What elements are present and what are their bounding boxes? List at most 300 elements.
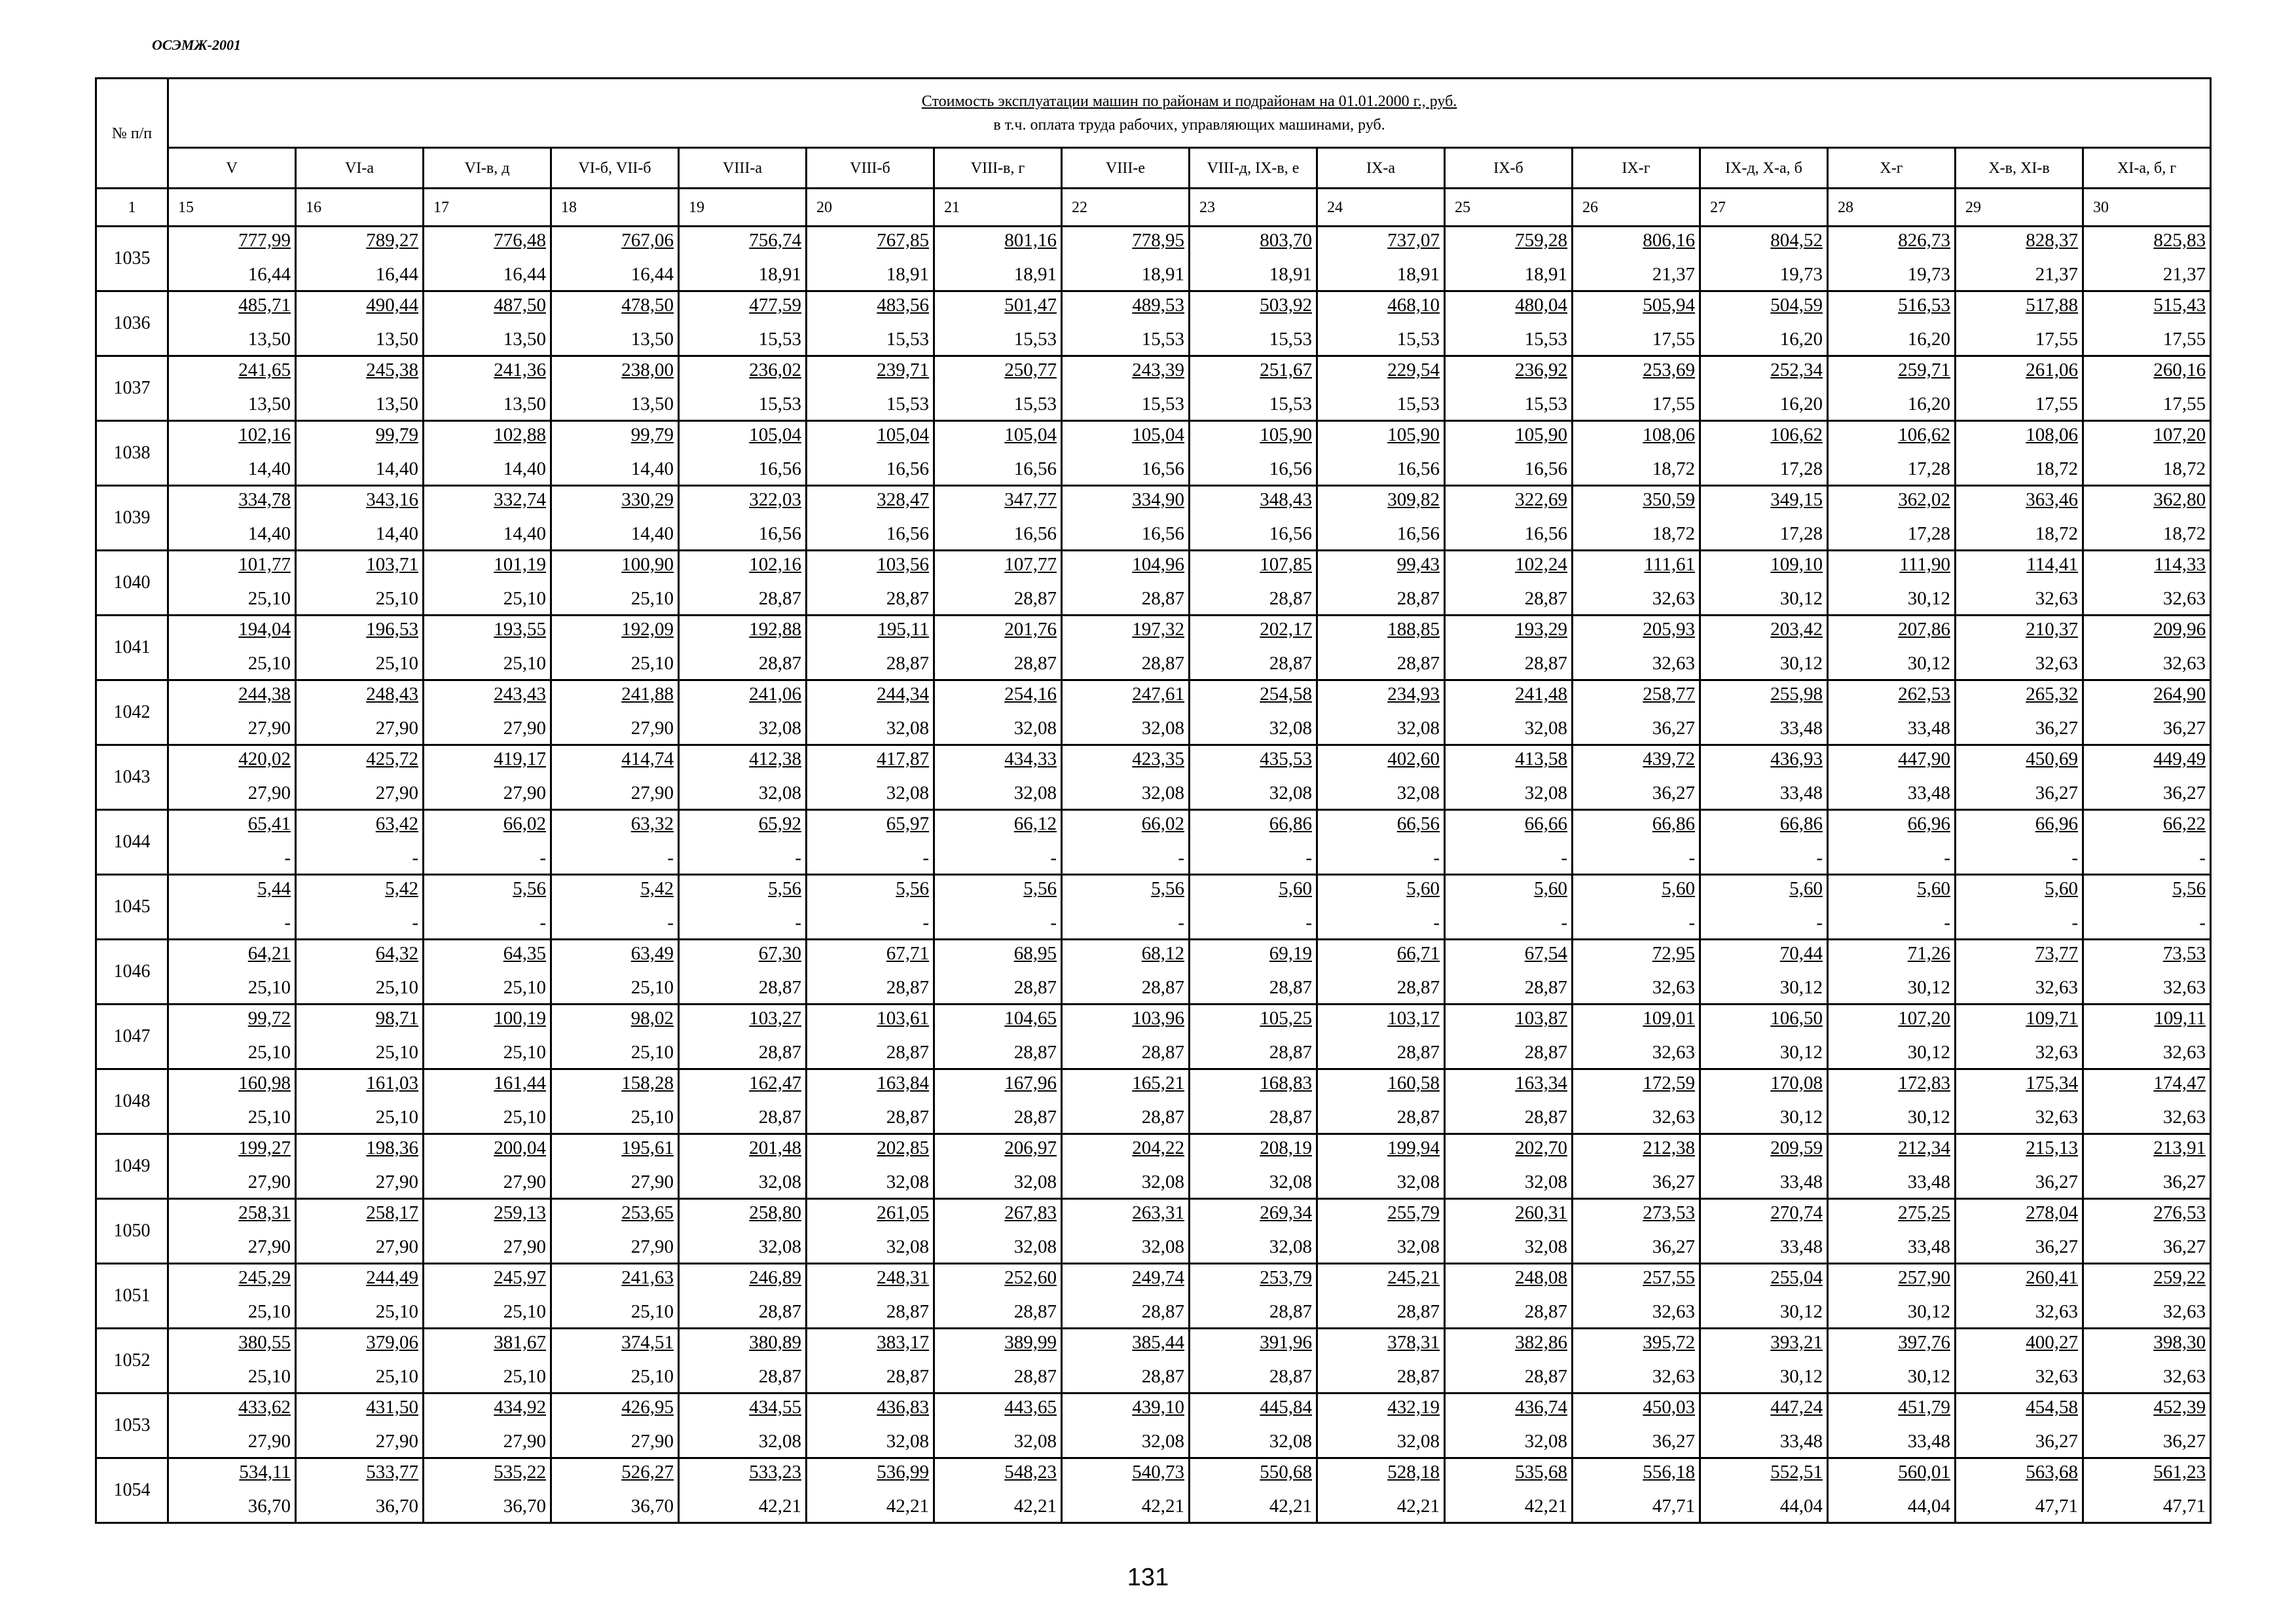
operating-cost-value: 257,90 bbox=[1898, 1267, 1950, 1288]
operating-cost-value: 5,56 bbox=[1151, 878, 1184, 899]
value-cell bbox=[807, 291, 934, 356]
operator-wage-value: 42,21 bbox=[1269, 1496, 1312, 1517]
operating-cost-value: 253,65 bbox=[621, 1202, 674, 1223]
operating-cost-value: 68,95 bbox=[1013, 943, 1057, 964]
operator-wage-value: - bbox=[2071, 847, 2078, 868]
operating-cost-value: 393,21 bbox=[1770, 1332, 1823, 1353]
value-cell bbox=[424, 810, 551, 875]
operator-wage-value: - bbox=[2071, 912, 2078, 933]
value-cell bbox=[2083, 227, 2211, 291]
value-cell bbox=[1956, 616, 2083, 680]
operator-wage-value: 18,72 bbox=[2162, 458, 2206, 479]
region-header-cell: VIII-а bbox=[679, 148, 807, 189]
operating-cost-value: 73,77 bbox=[2035, 943, 2078, 964]
value-cell bbox=[424, 1458, 551, 1523]
value-cell bbox=[168, 486, 296, 551]
table-row bbox=[96, 1264, 2211, 1329]
operator-wage-value: 36,27 bbox=[2162, 1172, 2206, 1192]
operating-cost-value: 439,72 bbox=[1643, 748, 1695, 769]
operator-wage-value: 32,08 bbox=[1013, 1172, 1057, 1192]
table-title-main: Стоимость эксплуатации машин по районам и подрайонам на 01.01.2000 г., руб. bbox=[921, 92, 1457, 110]
operating-cost-value: 759,28 bbox=[1515, 230, 1567, 251]
value-cell bbox=[551, 1069, 679, 1134]
row-number: 1053 bbox=[96, 1393, 168, 1458]
value-cell bbox=[1573, 616, 1700, 680]
operating-cost-value: 253,79 bbox=[1260, 1267, 1312, 1288]
operating-cost-value: 71,26 bbox=[1907, 943, 1950, 964]
value-cell bbox=[2083, 1199, 2211, 1264]
value-cell bbox=[1828, 1329, 1956, 1393]
value-cell bbox=[168, 291, 296, 356]
operator-wage-value: 18,91 bbox=[1396, 264, 1440, 285]
operator-wage-value: - bbox=[1050, 912, 1057, 933]
value-cell bbox=[1190, 616, 1317, 680]
operating-cost-value: 243,43 bbox=[494, 684, 546, 705]
row-number: 1045 bbox=[96, 875, 168, 940]
operator-wage-value: 27,90 bbox=[503, 1172, 546, 1192]
column-number-cell: 27 bbox=[1700, 189, 1828, 227]
value-cell bbox=[934, 291, 1062, 356]
value-cell bbox=[934, 616, 1062, 680]
operating-cost-value: 420,02 bbox=[238, 748, 291, 769]
operator-wage-value: 28,87 bbox=[1524, 1107, 1567, 1128]
operating-cost-value: 552,51 bbox=[1770, 1462, 1823, 1483]
operating-cost-value: 160,98 bbox=[238, 1073, 291, 1094]
value-cell bbox=[1956, 291, 2083, 356]
value-cell bbox=[168, 875, 296, 940]
operator-wage-value: 32,08 bbox=[886, 1172, 929, 1192]
value-cell bbox=[168, 227, 296, 291]
value-cell bbox=[1445, 680, 1573, 745]
operating-cost-value: 378,31 bbox=[1387, 1332, 1440, 1353]
value-cell bbox=[807, 1069, 934, 1134]
value-cell bbox=[168, 616, 296, 680]
operator-wage-value: 30,12 bbox=[1907, 1301, 1950, 1322]
operator-wage-value: 32,08 bbox=[1524, 1431, 1567, 1452]
value-cell bbox=[168, 680, 296, 745]
operating-cost-value: 480,04 bbox=[1515, 295, 1567, 316]
table-row bbox=[96, 940, 2211, 1005]
operator-wage-value: 15,53 bbox=[1141, 329, 1184, 350]
operator-wage-value: 16,56 bbox=[1269, 458, 1312, 479]
value-cell bbox=[424, 1134, 551, 1199]
operator-wage-value: 33,48 bbox=[1779, 1431, 1823, 1452]
column-number-cell: 25 bbox=[1445, 189, 1573, 227]
operator-wage-value: 16,56 bbox=[1141, 523, 1184, 544]
operator-wage-value: 15,53 bbox=[1013, 394, 1057, 415]
table-title bbox=[168, 79, 2211, 148]
operator-wage-value: 30,12 bbox=[1907, 1107, 1950, 1128]
operating-cost-value: 5,56 bbox=[513, 878, 546, 899]
operator-wage-value: 36,27 bbox=[2162, 718, 2206, 739]
value-cell bbox=[1573, 1458, 1700, 1523]
row-number: 1037 bbox=[96, 356, 168, 421]
operator-wage-value: 32,08 bbox=[886, 783, 929, 803]
operator-wage-value: 13,50 bbox=[247, 394, 291, 415]
operating-cost-value: 563,68 bbox=[2026, 1462, 2078, 1483]
operating-cost-value: 5,44 bbox=[257, 878, 291, 899]
operator-wage-value: 47,71 bbox=[1652, 1496, 1695, 1517]
value-cell bbox=[1828, 1199, 1956, 1264]
operating-cost-value: 5,60 bbox=[1662, 878, 1695, 899]
value-cell bbox=[551, 1199, 679, 1264]
operating-cost-value: 66,02 bbox=[1141, 813, 1184, 834]
value-cell bbox=[679, 421, 807, 486]
operator-wage-value: 44,04 bbox=[1779, 1496, 1823, 1517]
operating-cost-value: 490,44 bbox=[366, 295, 418, 316]
value-cell bbox=[2083, 551, 2211, 616]
value-cell bbox=[1573, 356, 1700, 421]
value-cell bbox=[1573, 680, 1700, 745]
operator-wage-value: 16,56 bbox=[758, 458, 801, 479]
operating-cost-value: 102,16 bbox=[749, 554, 801, 575]
operating-cost-value: 69,19 bbox=[1269, 943, 1312, 964]
column-number-cell: 24 bbox=[1317, 189, 1445, 227]
operating-cost-value: 193,55 bbox=[494, 619, 546, 640]
value-cell bbox=[296, 940, 424, 1005]
value-cell bbox=[1062, 1199, 1190, 1264]
operating-cost-value: 5,42 bbox=[385, 878, 418, 899]
value-cell bbox=[1828, 551, 1956, 616]
value-cell bbox=[1700, 551, 1828, 616]
operating-cost-value: 501,47 bbox=[1004, 295, 1057, 316]
column-number-row bbox=[96, 189, 2211, 227]
operating-cost-value: 101,77 bbox=[238, 554, 291, 575]
machine-cost-table bbox=[95, 77, 2212, 1524]
value-cell bbox=[1062, 551, 1190, 616]
value-cell bbox=[424, 1264, 551, 1329]
operator-wage-value: - bbox=[284, 912, 291, 933]
operating-cost-value: 160,58 bbox=[1387, 1073, 1440, 1094]
value-cell bbox=[424, 1329, 551, 1393]
operating-cost-value: 777,99 bbox=[238, 230, 291, 251]
operating-cost-value: 174,47 bbox=[2153, 1073, 2206, 1094]
operator-wage-value: 30,12 bbox=[1907, 588, 1950, 609]
operating-cost-value: 397,76 bbox=[1898, 1332, 1950, 1353]
operator-wage-value: 17,55 bbox=[2162, 329, 2206, 350]
operating-cost-value: 426,95 bbox=[621, 1397, 674, 1418]
operating-cost-value: 259,71 bbox=[1898, 360, 1950, 380]
operator-wage-value: 28,87 bbox=[886, 1042, 929, 1063]
value-cell bbox=[679, 1199, 807, 1264]
value-cell bbox=[934, 1134, 1062, 1199]
operating-cost-value: 109,01 bbox=[1643, 1008, 1695, 1029]
operating-cost-value: 265,32 bbox=[2026, 684, 2078, 705]
operator-wage-value: 30,12 bbox=[1779, 1366, 1823, 1387]
value-cell bbox=[1445, 1329, 1573, 1393]
operating-cost-value: 436,93 bbox=[1770, 748, 1823, 769]
operator-wage-value: 28,87 bbox=[1141, 977, 1184, 998]
value-cell bbox=[296, 291, 424, 356]
operating-cost-value: 260,41 bbox=[2026, 1267, 2078, 1288]
operating-cost-value: 114,41 bbox=[2026, 554, 2078, 575]
value-cell bbox=[1828, 1264, 1956, 1329]
value-cell bbox=[1700, 291, 1828, 356]
operating-cost-value: 241,36 bbox=[494, 360, 546, 380]
operating-cost-value: 209,59 bbox=[1770, 1137, 1823, 1158]
operating-cost-value: 73,53 bbox=[2162, 943, 2206, 964]
operating-cost-value: 205,93 bbox=[1643, 619, 1695, 640]
region-header-cell: VIII-е bbox=[1062, 148, 1190, 189]
table-row bbox=[96, 1069, 2211, 1134]
operator-wage-value: 25,10 bbox=[503, 653, 546, 674]
operating-cost-value: 517,88 bbox=[2026, 295, 2078, 316]
operating-cost-value: 400,27 bbox=[2026, 1332, 2078, 1353]
value-cell bbox=[296, 486, 424, 551]
column-number-cell: 17 bbox=[424, 189, 551, 227]
operating-cost-value: 395,72 bbox=[1643, 1332, 1695, 1353]
value-cell bbox=[1573, 1005, 1700, 1069]
operating-cost-value: 258,17 bbox=[366, 1202, 418, 1223]
operating-cost-value: 192,09 bbox=[621, 619, 674, 640]
column-number-cell: 18 bbox=[551, 189, 679, 227]
operating-cost-value: 103,96 bbox=[1132, 1008, 1184, 1029]
region-header-cell: X-в, XI-в bbox=[1956, 148, 2083, 189]
operating-cost-value: 254,16 bbox=[1004, 684, 1057, 705]
operating-cost-value: 276,53 bbox=[2153, 1202, 2206, 1223]
document-code: ОСЭМЖ-2001 bbox=[152, 37, 241, 53]
value-cell bbox=[1573, 1264, 1700, 1329]
table-row bbox=[96, 680, 2211, 745]
operating-cost-value: 105,90 bbox=[1260, 424, 1312, 445]
operator-wage-value: - bbox=[795, 912, 801, 933]
value-cell bbox=[168, 940, 296, 1005]
operator-wage-value: 25,10 bbox=[503, 977, 546, 998]
value-cell bbox=[807, 551, 934, 616]
value-cell bbox=[1700, 486, 1828, 551]
operator-wage-value: 32,08 bbox=[1013, 718, 1057, 739]
column-number-cell: 20 bbox=[807, 189, 934, 227]
operating-cost-value: 380,89 bbox=[749, 1332, 801, 1353]
value-cell bbox=[807, 875, 934, 940]
operating-cost-value: 433,62 bbox=[238, 1397, 291, 1418]
value-cell bbox=[1317, 1264, 1445, 1329]
operating-cost-value: 776,48 bbox=[494, 230, 546, 251]
value-cell bbox=[807, 1005, 934, 1069]
value-cell bbox=[1956, 1329, 2083, 1393]
operating-cost-value: 207,86 bbox=[1898, 619, 1950, 640]
operating-cost-value: 478,50 bbox=[621, 295, 674, 316]
operating-cost-value: 560,01 bbox=[1898, 1462, 1950, 1483]
region-header-cell: VI-в, д bbox=[424, 148, 551, 189]
operator-wage-value: 32,63 bbox=[1652, 653, 1695, 674]
operating-cost-value: 332,74 bbox=[494, 489, 546, 510]
value-cell bbox=[551, 680, 679, 745]
operator-wage-value: 19,73 bbox=[1779, 264, 1823, 285]
value-cell bbox=[1062, 421, 1190, 486]
operating-cost-value: 383,17 bbox=[877, 1332, 929, 1353]
operating-cost-value: 202,70 bbox=[1515, 1137, 1567, 1158]
operating-cost-value: 175,34 bbox=[2026, 1073, 2078, 1094]
operating-cost-value: 789,27 bbox=[366, 230, 418, 251]
operating-cost-value: 66,12 bbox=[1013, 813, 1057, 834]
operating-cost-value: 436,74 bbox=[1515, 1397, 1567, 1418]
operating-cost-value: 737,07 bbox=[1387, 230, 1440, 251]
operating-cost-value: 210,37 bbox=[2026, 619, 2078, 640]
value-cell bbox=[1573, 1199, 1700, 1264]
operator-wage-value: 17,28 bbox=[1907, 458, 1950, 479]
value-cell bbox=[679, 745, 807, 810]
value-cell bbox=[1317, 810, 1445, 875]
value-cell bbox=[807, 616, 934, 680]
value-cell bbox=[1573, 1069, 1700, 1134]
value-cell bbox=[1573, 810, 1700, 875]
operating-cost-value: 114,33 bbox=[2154, 554, 2206, 575]
row-number: 1035 bbox=[96, 227, 168, 291]
value-cell bbox=[1828, 291, 1956, 356]
operator-wage-value: 28,87 bbox=[1013, 588, 1057, 609]
operator-wage-value: 25,10 bbox=[375, 1107, 418, 1128]
value-cell bbox=[1573, 486, 1700, 551]
operator-wage-value: 16,20 bbox=[1779, 394, 1823, 415]
operator-wage-value: 28,87 bbox=[1396, 1107, 1440, 1128]
operator-wage-value: 28,87 bbox=[1396, 977, 1440, 998]
value-cell bbox=[1317, 421, 1445, 486]
operating-cost-value: 103,61 bbox=[877, 1008, 929, 1029]
value-cell bbox=[1700, 875, 1828, 940]
value-cell bbox=[1062, 1134, 1190, 1199]
operating-cost-value: 452,39 bbox=[2153, 1397, 2206, 1418]
operator-wage-value: 28,87 bbox=[1269, 977, 1312, 998]
value-cell bbox=[296, 1393, 424, 1458]
operator-wage-value: 36,27 bbox=[2162, 1431, 2206, 1452]
operating-cost-value: 102,88 bbox=[494, 424, 546, 445]
row-number: 1052 bbox=[96, 1329, 168, 1393]
row-number: 1038 bbox=[96, 421, 168, 486]
operator-wage-value: 28,87 bbox=[1396, 1301, 1440, 1322]
value-cell bbox=[1062, 1458, 1190, 1523]
value-cell bbox=[679, 940, 807, 1005]
operating-cost-value: 477,59 bbox=[749, 295, 801, 316]
operator-wage-value: - bbox=[412, 912, 418, 933]
operating-cost-value: 234,93 bbox=[1387, 684, 1440, 705]
operator-wage-value: 32,08 bbox=[1396, 783, 1440, 803]
value-cell bbox=[679, 291, 807, 356]
operator-wage-value: 15,53 bbox=[1524, 394, 1567, 415]
operator-wage-value: 25,10 bbox=[503, 1042, 546, 1063]
operating-cost-value: 106,62 bbox=[1770, 424, 1823, 445]
operating-cost-value: 99,79 bbox=[375, 424, 418, 445]
operator-wage-value: - bbox=[539, 912, 546, 933]
operator-wage-value: - bbox=[1433, 847, 1440, 868]
value-cell bbox=[168, 1393, 296, 1458]
operating-cost-value: 111,90 bbox=[1899, 554, 1950, 575]
operating-cost-value: 398,30 bbox=[2153, 1332, 2206, 1353]
operating-cost-value: 105,04 bbox=[1132, 424, 1184, 445]
value-cell bbox=[1956, 1069, 2083, 1134]
region-header-cell: IX-д, X-а, б bbox=[1700, 148, 1828, 189]
operating-cost-value: 362,02 bbox=[1898, 489, 1950, 510]
operator-wage-value: 27,90 bbox=[247, 718, 291, 739]
operator-wage-value: 33,48 bbox=[1907, 718, 1950, 739]
operating-cost-value: 104,65 bbox=[1004, 1008, 1057, 1029]
operating-cost-value: 66,96 bbox=[1907, 813, 1950, 834]
operating-cost-value: 535,68 bbox=[1515, 1462, 1567, 1483]
operating-cost-value: 251,67 bbox=[1260, 360, 1312, 380]
operator-wage-value: 36,27 bbox=[2162, 1236, 2206, 1257]
value-cell bbox=[1317, 1005, 1445, 1069]
operating-cost-value: 208,19 bbox=[1260, 1137, 1312, 1158]
operator-wage-value: 28,87 bbox=[1269, 588, 1312, 609]
operating-cost-value: 550,68 bbox=[1260, 1462, 1312, 1483]
column-number-cell: 29 bbox=[1956, 189, 2083, 227]
operating-cost-value: 767,85 bbox=[877, 230, 929, 251]
operator-wage-value: - bbox=[1305, 847, 1312, 868]
value-cell bbox=[934, 1005, 1062, 1069]
operating-cost-value: 350,59 bbox=[1643, 489, 1695, 510]
value-cell bbox=[1445, 1393, 1573, 1458]
operating-cost-value: 65,97 bbox=[886, 813, 929, 834]
operator-wage-value: 25,10 bbox=[375, 1042, 418, 1063]
operator-wage-value: 42,21 bbox=[1524, 1496, 1567, 1517]
table-body bbox=[96, 79, 2211, 1523]
value-cell bbox=[2083, 486, 2211, 551]
table-row bbox=[96, 810, 2211, 875]
operator-wage-value: - bbox=[1561, 847, 1567, 868]
value-cell bbox=[296, 1199, 424, 1264]
value-cell bbox=[1317, 356, 1445, 421]
operator-wage-value: 15,53 bbox=[1013, 329, 1057, 350]
operator-wage-value: 27,90 bbox=[375, 718, 418, 739]
value-cell bbox=[296, 745, 424, 810]
operator-wage-value: 32,63 bbox=[1652, 1042, 1695, 1063]
value-cell bbox=[1700, 356, 1828, 421]
operating-cost-value: 212,34 bbox=[1898, 1137, 1950, 1158]
value-cell bbox=[168, 1329, 296, 1393]
operator-wage-value: 32,63 bbox=[2035, 1107, 2078, 1128]
row-number: 1039 bbox=[96, 486, 168, 551]
operating-cost-value: 247,61 bbox=[1132, 684, 1184, 705]
operating-cost-value: 515,43 bbox=[2153, 295, 2206, 316]
operator-wage-value: 18,72 bbox=[1652, 458, 1695, 479]
operating-cost-value: 528,18 bbox=[1387, 1462, 1440, 1483]
operating-cost-value: 413,58 bbox=[1515, 748, 1567, 769]
operating-cost-value: 330,29 bbox=[621, 489, 674, 510]
column-number-cell: 19 bbox=[679, 189, 807, 227]
value-cell bbox=[424, 875, 551, 940]
operating-cost-value: 66,86 bbox=[1652, 813, 1695, 834]
value-cell bbox=[2083, 356, 2211, 421]
operating-cost-value: 402,60 bbox=[1387, 748, 1440, 769]
operating-cost-value: 209,96 bbox=[2153, 619, 2206, 640]
operating-cost-value: 108,06 bbox=[2026, 424, 2078, 445]
operating-cost-value: 107,77 bbox=[1004, 554, 1057, 575]
value-cell bbox=[1317, 1199, 1445, 1264]
column-number-cell: 26 bbox=[1573, 189, 1700, 227]
operating-cost-value: 434,33 bbox=[1004, 748, 1057, 769]
operator-wage-value: 33,48 bbox=[1779, 1236, 1823, 1257]
operator-wage-value: 30,12 bbox=[1779, 1107, 1823, 1128]
operator-wage-value: 25,10 bbox=[247, 653, 291, 674]
operator-wage-value: 28,87 bbox=[1396, 1366, 1440, 1387]
operating-cost-value: 260,31 bbox=[1515, 1202, 1567, 1223]
value-cell bbox=[1445, 616, 1573, 680]
operating-cost-value: 454,58 bbox=[2026, 1397, 2078, 1418]
operating-cost-value: 66,22 bbox=[2162, 813, 2206, 834]
operating-cost-value: 241,63 bbox=[621, 1267, 674, 1288]
value-cell bbox=[296, 227, 424, 291]
operator-wage-value: 32,63 bbox=[2162, 1301, 2206, 1322]
operator-wage-value: - bbox=[412, 847, 418, 868]
operating-cost-value: 334,78 bbox=[238, 489, 291, 510]
value-cell bbox=[1445, 1005, 1573, 1069]
row-number: 1049 bbox=[96, 1134, 168, 1199]
operator-wage-value: 17,28 bbox=[1779, 458, 1823, 479]
operator-wage-value: 32,08 bbox=[886, 1236, 929, 1257]
operator-wage-value: 28,87 bbox=[758, 1366, 801, 1387]
region-header-cell: IX-а bbox=[1317, 148, 1445, 189]
value-cell bbox=[1956, 810, 2083, 875]
